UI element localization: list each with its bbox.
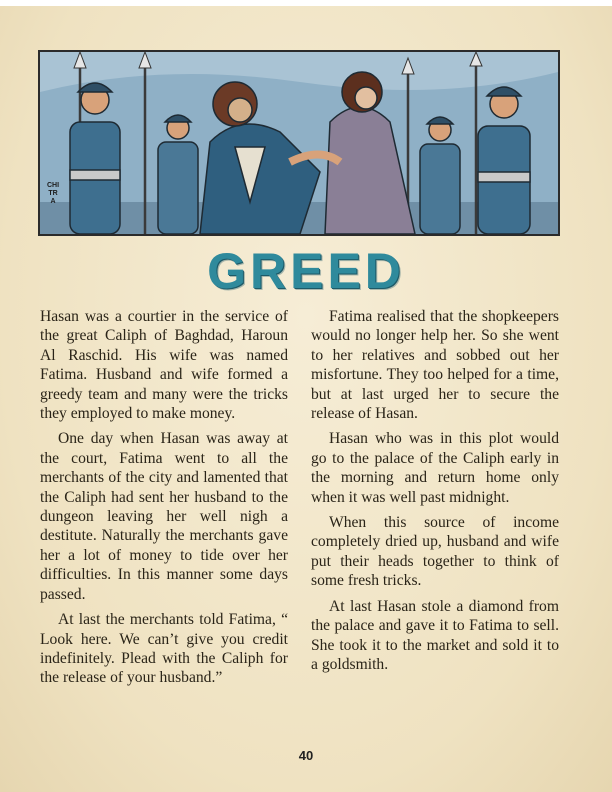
story-illustration bbox=[38, 50, 560, 236]
story-title: GREED bbox=[207, 243, 405, 299]
illustration-guards-scene bbox=[40, 52, 558, 234]
paragraph: Hasan who was in this plot would go to the palace of the Caliph early in the morning and return home only when it was well past midnight. bbox=[311, 430, 559, 506]
paragraph: When this source of income completely dried up, husband and wife put their heads together to think of some fresh tricks. bbox=[311, 514, 559, 590]
paragraph: Fatima realised that the shopkeepers would no longer help her. So she went to her relatives and sobbed out her misfortune. They too helped for a time, but at last urged her to secure the release of Hasan. bbox=[311, 308, 559, 423]
paragraph: One day when Hasan was away at the court, Fatima went to all the merchants of the city and lamented that the Caliph had sent her husband to the dungeon leaving her well nigh a destitute. Naturally the merchants gave her a lot of money to tide over her difficulties. In this manner some days passed. bbox=[40, 430, 288, 603]
page-top-edge bbox=[0, 0, 612, 6]
paragraph: At last the merchants told Fatima, “ Look here. We can’t give you credit indefinitely. Plead with the Caliph for the release of your husband.” bbox=[40, 611, 288, 687]
paragraph: Hasan was a courtier in the service of the great Caliph of Baghdad, Haroun Al Raschid. His wife was named Fatima. Husband and wife formed a greedy team and many were the tricks they employed to make money. bbox=[40, 308, 288, 423]
left-text-column bbox=[40, 307, 288, 688]
page-number: 40 bbox=[298, 748, 314, 763]
right-text-column bbox=[311, 307, 559, 674]
paragraph: At last Hasan stole a diamond from the palace and gave it to Fatima to sell. She took it to the market and sold it to a goldsmith. bbox=[311, 597, 559, 673]
artist-signature: CHITRA bbox=[46, 182, 60, 205]
